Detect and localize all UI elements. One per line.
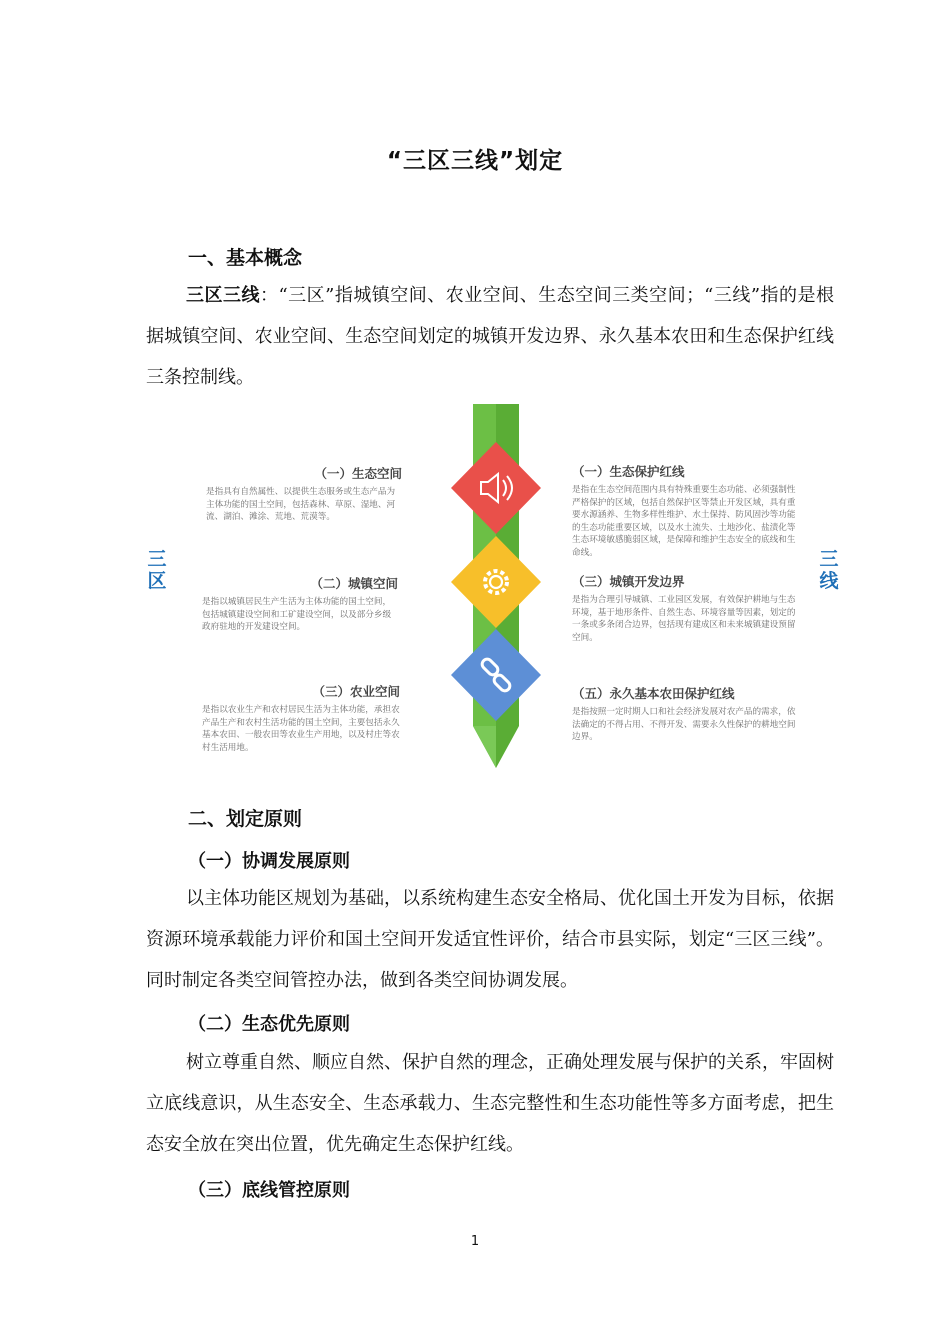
block-text: 是指按照一定时期人口和社会经济发展对农产品的需求，依法确定的不得占用、不得开发、需要永久性保护的耕地空间边界。 xyxy=(572,707,796,742)
three-zones-three-lines-diagram xyxy=(140,400,839,772)
subheading-coordinated-development: （一）协调发展原则 xyxy=(188,851,350,872)
urban-boundary-block xyxy=(572,572,800,644)
block-title: （二）城镇空间 xyxy=(310,576,398,591)
subheading-bottom-line-control: （三）底线管控原则 xyxy=(188,1180,350,1201)
block-title: （三）农业空间 xyxy=(312,684,400,699)
block-text: 是指以农业生产和农村居民生活为主体功能，承担农产品生产和农村生活功能的国土空间，主要包括永久基本农田、一般农田等农业生产用地，以及村庄等农村生活用地。 xyxy=(202,705,400,753)
urban-space-block xyxy=(202,574,398,634)
block-title: （五）永久基本农田保护红线 xyxy=(572,686,735,701)
farmland-redline-block xyxy=(572,684,800,744)
term-lead: 三区三线 xyxy=(186,285,260,306)
three-zones-label: 三区 xyxy=(147,548,167,592)
concept-text: ：“三区”指城镇空间、农业空间、生态空间三类空间；“三线”指的是根据城镇空间、农业空间、生态空间划定的城镇开发边界、永久基本农田和生态保护红线三条控制线。 xyxy=(146,285,834,388)
paragraph-coordinated-development: 以主体功能区规划为基础，以系统构建生态安全格局、优化国土开发为目标，依据资源环境承载能力评价和国土空间开发适宜性评价，结合市县实际，划定“三区三线”。同时制定各类空间管控办法，做到各类空间协调发展。 xyxy=(146,888,834,991)
section-heading-principles: 二、划定原则 xyxy=(188,808,303,830)
block-title: （一）生态保护红线 xyxy=(572,464,685,479)
block-text: 是指具有自然属性、以提供生态服务或生态产品为主体功能的国土空间，包括森林、草原、湿地、河流、湖泊、滩涂、荒地、荒漠等。 xyxy=(206,487,396,522)
agricultural-space-block xyxy=(202,682,400,754)
ecological-space-block xyxy=(206,464,402,524)
subheading-ecology-priority: （二）生态优先原则 xyxy=(188,1014,350,1035)
block-text: 是指在生态空间范围内具有特殊重要生态功能、必须强制性严格保护的区域，包括自然保护区等禁止开发区域，具有重要水源涵养、生物多样性维护、水土保持、防风固沙等功能的生态功能重要区域，以及水土流失、土地沙化、盐渍化等生态环境敏感脆弱区域，是保障和维护生态安全的底线和生命线。 xyxy=(572,485,796,558)
document-title: “三区三线”划定 xyxy=(386,148,564,174)
block-text: 是指为合理引导城镇、工业园区发展，有效保护耕地与生态环境，基于地形条件、自然生态、环境容量等因素，划定的一条或多条闭合边界，包括现有建成区和未来城镇建设预留空间。 xyxy=(572,595,796,643)
page-number: 1 xyxy=(470,1234,480,1249)
diamond-yellow xyxy=(451,536,541,628)
concept-paragraph xyxy=(146,275,834,398)
three-lines-label: 三线 xyxy=(819,548,839,592)
block-title: （一）生态空间 xyxy=(314,466,402,481)
block-title: （三）城镇开发边界 xyxy=(572,574,685,589)
section-heading-basic-concept: 一、基本概念 xyxy=(188,247,303,269)
ecological-redline-block xyxy=(572,462,800,559)
block-text: 是指以城镇居民生产生活为主体功能的国土空间，包括城镇建设空间和工矿建设空间，以及部分乡级政府驻地的开发建设空间。 xyxy=(202,597,392,632)
diamond-red xyxy=(451,442,541,534)
paragraph-ecology-priority: 树立尊重自然、顺应自然、保护自然的理念，正确处理发展与保护的关系，牢固树立底线意识，从生态安全、生态承载力、生态完整性和生态功能性等多方面考虑，把生态安全放在突出位置，优先确定生态保护红线。 xyxy=(146,1052,834,1155)
pencil-tip-highlight xyxy=(473,726,496,768)
